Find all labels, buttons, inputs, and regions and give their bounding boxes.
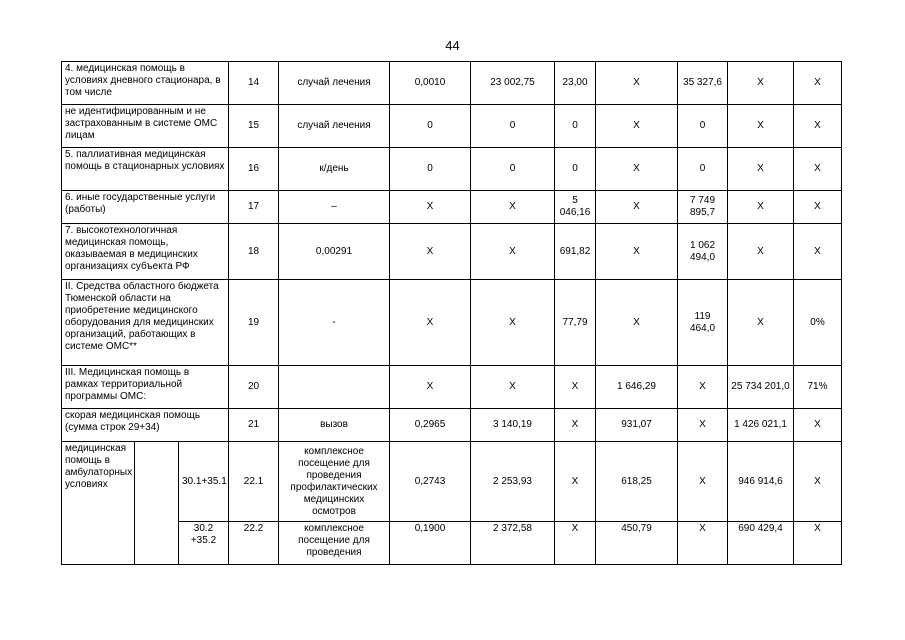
row-label: 6. иные государственные услуги (работы) [62,191,229,224]
value-cell: 0% [794,280,842,366]
value-cell: 23 002,75 [471,62,555,105]
unit-cell: комплексное посещение для проведения [279,522,390,565]
code-cell: 30.1+35.1 [179,442,229,522]
unit-cell: комплексное посещение для проведения профилактических медицинских осмотров [279,442,390,522]
value-cell: 931,07 [596,409,678,442]
row-number: 22.1 [229,442,279,522]
value-cell: 0,1900 [390,522,471,565]
value-cell: 0 [678,148,728,191]
value-cell: Х [794,522,842,565]
value-cell: Х [390,191,471,224]
table-row [62,105,842,148]
row-number: 17 [229,191,279,224]
value-cell: Х [471,280,555,366]
unit-cell: – [279,191,390,224]
value-cell: 2 372,58 [471,522,555,565]
value-cell: 0 [555,148,596,191]
unit-cell: вызов [279,409,390,442]
value-cell: Х [555,442,596,522]
row-label: скорая медицинская помощь (сумма строк 29+34) [62,409,229,442]
table-row [62,522,842,565]
row-number: 16 [229,148,279,191]
value-cell: 3 140,19 [471,409,555,442]
unit-cell: к/день [279,148,390,191]
value-cell: Х [794,105,842,148]
row-label: II. Средства областного бюджета Тюменской области на приобретение медицинского оборудования для медицинских организаций, работающих в системе ОМС** [62,280,229,366]
value-cell: Х [794,62,842,105]
table-row [62,191,842,224]
value-cell: Х [555,366,596,409]
value-cell: Х [728,224,794,280]
value-cell: Х [596,191,678,224]
row-number: 19 [229,280,279,366]
table-row [62,224,842,280]
row-label: III. Медицинская помощь в рамках территориальной программы ОМС: [62,366,229,409]
value-cell: Х [596,148,678,191]
unit-cell: случай лечения [279,62,390,105]
value-cell: 0,2965 [390,409,471,442]
value-cell: 71% [794,366,842,409]
value-cell: 2 253,93 [471,442,555,522]
row-label: 5. паллиативная медицинская помощь в стационарных условиях [62,148,229,191]
value-cell: Х [678,366,728,409]
value-cell: Х [596,105,678,148]
table-row [62,148,842,191]
table-body [62,62,842,565]
value-cell: Х [471,224,555,280]
value-cell: Х [471,191,555,224]
value-cell: 1 062 494,0 [678,224,728,280]
row-number: 14 [229,62,279,105]
row-number: 20 [229,366,279,409]
table-row [62,409,842,442]
row-label: 7. высокотехнологичная медицинская помощь, оказываемая в медицинских организациях субъекта РФ [62,224,229,280]
row-number: 22.2 [229,522,279,565]
value-cell: Х [555,409,596,442]
row-number: 15 [229,105,279,148]
value-cell: 0 [471,105,555,148]
value-cell: Х [596,224,678,280]
value-cell: 5 046,16 [555,191,596,224]
value-cell: 0,0010 [390,62,471,105]
value-cell: 25 734 201,0 [728,366,794,409]
value-cell: 618,25 [596,442,678,522]
value-cell: 946 914,6 [728,442,794,522]
value-cell: Х [555,522,596,565]
value-cell: 690 429,4 [728,522,794,565]
data-table [61,61,842,565]
table-row [62,280,842,366]
value-cell: 0 [471,148,555,191]
page-number: 44 [445,38,460,53]
value-cell: Х [728,191,794,224]
code-cell: 30.2 +35.2 [179,522,229,565]
value-cell: Х [596,62,678,105]
value-cell: 0 [390,148,471,191]
value-cell: Х [794,191,842,224]
row-label: не идентифицированным и не застрахованным в системе ОМС лицам [62,105,229,148]
value-cell: Х [390,280,471,366]
value-cell: Х [794,148,842,191]
value-cell: 691,82 [555,224,596,280]
value-cell: 0 [555,105,596,148]
table-row [62,442,842,522]
row-number: 18 [229,224,279,280]
unit-cell: - [279,280,390,366]
value-cell: Х [794,442,842,522]
value-cell: Х [728,280,794,366]
value-cell: 450,79 [596,522,678,565]
value-cell: 7 749 895,7 [678,191,728,224]
group-spacer-cell [135,442,179,565]
value-cell: 35 327,6 [678,62,728,105]
group-label: медицинская помощь в амбулаторных условиях [62,442,135,565]
table-row [62,366,842,409]
value-cell: 0 [390,105,471,148]
value-cell: Х [471,366,555,409]
value-cell: Х [390,224,471,280]
unit-cell: случай лечения [279,105,390,148]
unit-cell: 0,00291 [279,224,390,280]
value-cell: Х [728,148,794,191]
value-cell: 0,2743 [390,442,471,522]
value-cell: Х [728,105,794,148]
row-number: 21 [229,409,279,442]
value-cell: 0 [678,105,728,148]
value-cell: 1 646,29 [596,366,678,409]
table-row [62,62,842,105]
value-cell: Х [728,62,794,105]
value-cell: Х [794,224,842,280]
value-cell: 119 464,0 [678,280,728,366]
value-cell: 1 426 021,1 [728,409,794,442]
value-cell: Х [678,522,728,565]
value-cell: Х [678,442,728,522]
value-cell: Х [390,366,471,409]
unit-cell [279,366,390,409]
row-label: 4. медицинская помощь в условиях дневного стационара, в том числе [62,62,229,105]
value-cell: Х [596,280,678,366]
value-cell: 77,79 [555,280,596,366]
value-cell: Х [794,409,842,442]
value-cell: 23,00 [555,62,596,105]
value-cell: Х [678,409,728,442]
